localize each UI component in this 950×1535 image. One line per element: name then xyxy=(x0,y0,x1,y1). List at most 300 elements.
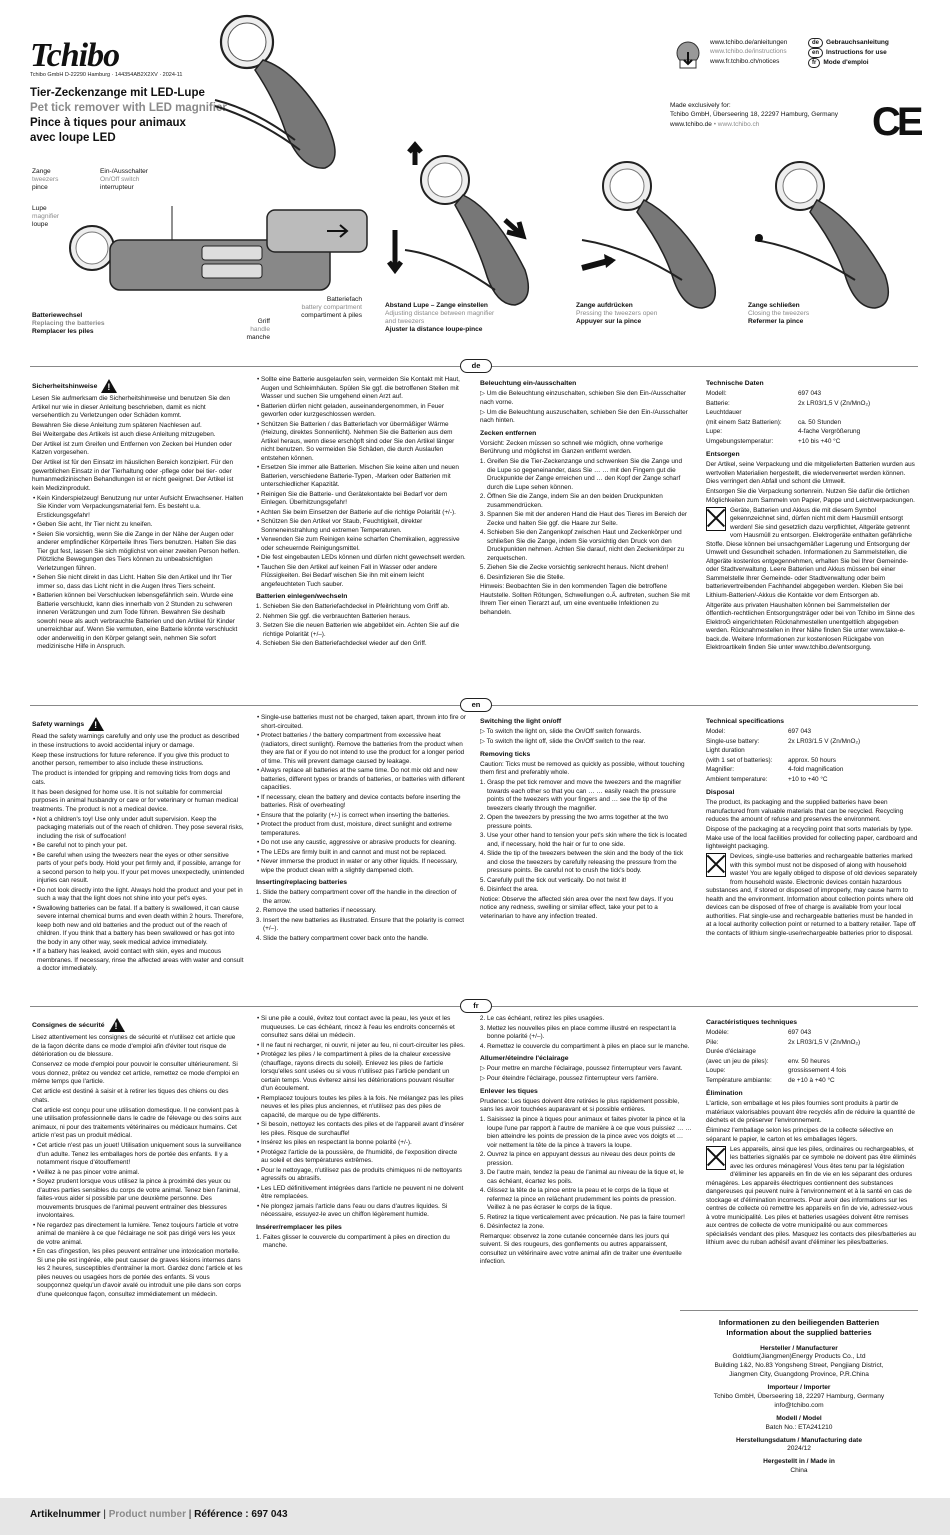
list-item: • Verwenden Sie zum Reinigen keine scharfen Chemikalien, aggressive oder scheuernde Reinigungsmittel. xyxy=(261,536,466,553)
de-safety-p3: Bei Weitergabe des Artikels ist auch diese Anleitung mitzugeben. xyxy=(32,430,216,438)
table-row xyxy=(706,419,872,429)
list-item: 6. Desinfizieren Sie die Stelle. xyxy=(487,574,692,583)
fr-col-1 xyxy=(32,1015,244,1300)
importer-email[interactable]: info@tchibo.com xyxy=(774,1401,824,1409)
crossed-bin-icon xyxy=(706,1146,726,1170)
list-item: • If a battery has leaked, avoid contact with skin, eyes and mucous membranes. If necessary, rinse the affected areas with water and consult a doctor immediately. xyxy=(37,948,244,974)
de-bullets-2 xyxy=(256,376,466,589)
label-step1 xyxy=(385,302,505,334)
list-item: 2. Remove the used batteries if necessary. xyxy=(263,907,466,916)
de-safety-p5: Der Artikel ist für den Einsatz im häuslichen Bereich konzipiert. Für den gewerblichen Einsatz in der Tierhaltung oder -pflege oder bei tier- oder humanmedizinischen Behandlungen ist er nicht geeignet. Der Artikel ist kein Medizinprodukt. xyxy=(32,459,234,492)
list-item: 3. Insert the new batteries as illustrated. Ensure that the polarity is correct (+/–). xyxy=(263,917,466,934)
en-tick-intro: Caution: Ticks must be removed as quickly as possible, without touching them first and preferably whole. xyxy=(480,760,685,777)
fr-safety-p4: Cet article est conçu pour une utilisation domestique. Il ne convient pas à une utilisation professionnelle dans le cadre de l'élevage ou des soins aux animaux, ni pour des traitements vétérinaires ou médicaux humains. Cet article n'est pas un produit médical. xyxy=(32,1106,242,1140)
manufacturing-date: 2024/12 xyxy=(787,1445,811,1453)
label-lupe-de: Lupe xyxy=(32,205,47,212)
label-battery-change-en: Replacing the batteries xyxy=(32,319,105,327)
table-cell: ca. 50 Stunden xyxy=(798,418,841,426)
footer-bar xyxy=(0,1498,950,1535)
label-battery-compartment xyxy=(290,296,362,320)
label-battery-change-de: Batteriewechsel xyxy=(32,312,83,319)
en-disp-p2: Dispose of the packaging at a recycling point that sorts materials by type. Make use of the local facilities provided for collecting paper, cardboard and lightweight packaging. xyxy=(706,826,918,851)
de-safety-p2: Bewahren Sie diese Anleitung zum späteren Nachlesen auf. xyxy=(32,422,202,430)
list-item: • Cet article n'est pas un jouet! Utilisation uniquement sous la surveillance d'un adulte. Tenez les emballages hors de portée des enfants. Il y a notamment risque d'étouffement! xyxy=(37,1142,244,1168)
list-item: • Soyez prudent lorsque vous utilisez la pince à proximité des yeux ou d'autres parties sensibles du corps de votre animal. Tenez bien l'animal, faites-vous aider si possible par une deuxième personne. Des mouvements brusques de l'animal peuvent entraîner des blessures involontaires. xyxy=(37,1178,244,1221)
list-item: • Die fest eingebauten LEDs können und dürfen nicht gewechselt werden. xyxy=(261,554,466,563)
batch-number: Batch No.: ETA241210 xyxy=(765,1423,833,1431)
lang-badge-de: de xyxy=(808,38,823,48)
list-item: 5. Ziehen Sie die Zecke vorsichtig senkrecht heraus. Nicht drehen! xyxy=(487,564,692,573)
table-row xyxy=(706,390,872,400)
list-item: 2. Ouvrez la pince en appuyant dessus au niveau des deux points de pression. xyxy=(487,1151,692,1168)
de-safety-intro: Lesen Sie aufmerksam die Sicherheitshinweise und benutzen Sie den Artikel nur wie in dieser Anleitung beschrieben, damit es nicht versehentlich zu Verletzungen oder Schäden kommt. xyxy=(32,395,230,420)
product-illustration xyxy=(205,10,375,175)
en-disp-p3 xyxy=(706,853,918,938)
list-item: • Insérez les piles en respectant la bonne polarité (+/-). xyxy=(261,1139,466,1148)
list-item: 3. De l'autre main, tendez la peau de l'animal au niveau de la tique et, le cas échéant, écartez les poils. xyxy=(487,1169,692,1186)
en-safety-p3: The product is intended for gripping and removing ticks from dogs and cats. xyxy=(32,770,231,786)
de-batt-steps xyxy=(256,603,466,649)
url-block xyxy=(710,38,787,66)
fr-disp-title: Élimination xyxy=(706,1090,743,1098)
section-badge-de: de xyxy=(460,359,492,373)
manufacturer-address-2: Jiangmen City, Guangdong Province, P.R.China xyxy=(729,1371,869,1379)
ce-mark: CE xyxy=(872,100,920,144)
table-cell: 697 043 xyxy=(798,390,822,398)
fr-safety-p3: Cet article est destiné à saisir et à retirer les tiques des chiens ou des chats. xyxy=(32,1088,229,1104)
url-en[interactable]: www.tchibo.de/instructions xyxy=(710,48,787,56)
en-col-3 xyxy=(480,714,692,923)
list-item: • Batterien können bei Verschlucken lebensgefährlich sein. Wurde eine Batterie verschluckt, kann dies innerhalb von 2 Stunden zu schweren inneren Verätzungen und zum Tode führen. Bewahren Sie deshalb sowohl neue als auch verbrauchte Batterien und den Artikel für Kinder unerreichbar auf. Wenn Sie vermuten, eine Batterie könnte verschluckt oder anderweitig in den Körper gelangt sein, nehmen Sie sofort medizinische Hilfe in Anspruch. xyxy=(37,592,244,652)
de-light-on-text: Um die Beleuchtung einzuschalten, schieben Sie den Ein-/Ausschalter nach vorne. xyxy=(480,390,686,406)
list-item: 4. Schieben Sie den Zangenkopf zwischen Haut und Zeckenkörper und schließen Sie die Zange, indem Sie vorsichtig den Druck von den Druckpunkten nehmen. Achten Sie darauf, nicht den Zeckenkörper zu zerquetschen. xyxy=(487,529,692,563)
list-item: • The LEDs are firmly built in and cannot and must not be replaced. xyxy=(261,849,466,858)
list-item: 1. Saisissez la pince à tiques pour animaux et faites pivoter la pince et la loupe l'une par rapport à l'autre de manière à ce que vous puissiez … … bien atteindre les points de pression de la pince avec vos doigts et … voir nettement la tête de la pince à travers la loupe. xyxy=(487,1116,692,1150)
list-item: • Swallowing batteries can be fatal. If a battery is swallowed, it can cause severe internal chemical burns and even death within 2 hours. Therefore, keep both new and old batteries and the product out of the reach of children. If you think that a battery has been swallowed or has got into the body in any other way, seek medical advice immediately. xyxy=(37,905,244,948)
fr-batt-steps-a xyxy=(256,1234,466,1251)
table-cell xyxy=(788,1048,862,1058)
fr-disp-p3-text: Les appareils, ainsi que les piles, ordinaires ou rechargeables, et les batteries signalés par ce symbole ne doivent pas être éliminés avec les ordures ménagères! Vous êtes tenu par la législation d'éliminer les appareils en fin de vie en les séparant des ordures ménagères. Les appareils électriques contiennent des substances dangereuses qui peuvent nuire à l'environnement et à la santé en cas de stockage et d'élimination incorrects. Pour avoir des informations sur les centres de collecte où remettre les appareils en fin de vie, adressez-vous à votre municipalité. Les piles et batteries usagées doivent être remises aux centres de collecte de votre municipalité ou aux commerces spécialisés vendant des piles. Masquez les contacts des piles/batteries au lithium avec du ruban adhésif avant d'éliminer les piles/batteries. xyxy=(706,1145,917,1247)
label-battery-comp-fr: compartiment à piles xyxy=(301,311,362,319)
table-cell: Batterie: xyxy=(706,399,730,407)
fr-safety-intro: Lisez attentivement les consignes de sécurité et n'utilisez cet article que de la façon décrite dans ce mode d'emploi afin d'éviter tout risque de détérioration ou de blessure. xyxy=(32,1034,236,1059)
table-row xyxy=(706,1067,862,1077)
supplied-batteries-info xyxy=(680,1318,918,1476)
title-de: Tier-Zeckenzange mit LED-Lupe xyxy=(30,87,205,99)
label-zange-de: Zange xyxy=(32,168,51,175)
en-light-off-text: To switch the light off, slide the On/Off switch to the rear. xyxy=(486,738,646,746)
label-battery-change-fr: Remplacer les piles xyxy=(32,327,94,335)
en-safety-title: Safety warnings xyxy=(32,720,85,728)
list-item: • Single-use batteries must not be charged, taken apart, thrown into fire or short-circuited. xyxy=(261,714,466,731)
doc-type-block xyxy=(808,38,889,68)
fr-disp-p3 xyxy=(706,1146,918,1248)
de-light-title: Beleuchtung ein-/ausschalten xyxy=(480,380,577,387)
list-item: 1. Slide the battery compartment cover off the handle in the direction of the arrow. xyxy=(263,889,466,906)
label-switch-de: Ein-/Ausschalter xyxy=(100,168,149,175)
list-item: • Reinigen Sie die Batterie- und Gerätekontakte bei Bedarf vor dem Einlegen. Überhitzungsgefahr! xyxy=(261,491,466,508)
fr-batt-title: Insérer/remplacer les piles xyxy=(256,1223,342,1231)
table-cell: Light duration xyxy=(706,747,745,755)
de-batt-title: Batterien einlegen/wechseln xyxy=(256,593,348,601)
fr-tech-title: Caractéristiques techniques xyxy=(706,1019,798,1026)
de-light-on: ▷ Um die Beleuchtung einzuschalten, schieben Sie den Ein-/Ausschalter nach vorne. xyxy=(480,390,686,406)
en-tech-title: Technical specifications xyxy=(706,718,785,725)
list-item: 6. Disinfect the area. xyxy=(487,886,692,895)
made-for-label: Made exclusively for: xyxy=(670,102,731,109)
table-cell: (mit einem Satz Batterien): xyxy=(706,418,782,426)
table-cell: Magnifier: xyxy=(706,766,735,774)
fr-disp-p2: Éliminez l'emballage selon les principes de la collecte sélective en séparant le papier, le carton et les emballages légers. xyxy=(706,1127,894,1143)
en-disp-title: Disposal xyxy=(706,789,735,797)
fr-tick-intro: Prudence: Les tiques doivent être retirées le plus rapidement possible, sans les avoir touchées auparavant et si possible entières. xyxy=(480,1097,680,1114)
label-lupe xyxy=(32,205,59,229)
list-item: • Veillez à ne pas pincer votre animal. xyxy=(37,1169,244,1178)
label-switch xyxy=(100,168,148,192)
de-disp-p1: Der Artikel, seine Verpackung und die mitgelieferten Batterien wurden aus wertvollen Materialien hergestellt, die wiederverwertet werden können. Dies verringert den Abfall und schont die Umwelt. xyxy=(706,461,915,486)
fr-bullets-1 xyxy=(32,1142,244,1299)
doc-type-de: Gebrauchsanleitung xyxy=(826,39,889,46)
table-cell: Durée d'éclairage xyxy=(706,1048,756,1056)
table-cell: Single-use battery: xyxy=(706,737,760,745)
table-cell: Loupe: xyxy=(706,1067,726,1075)
en-tech-table xyxy=(706,728,862,785)
table-row xyxy=(706,1048,862,1058)
label-step2-fr: Appuyer sur la pince xyxy=(576,317,642,325)
made-for-url-de[interactable]: www.tchibo.de xyxy=(670,120,712,128)
label-griff xyxy=(240,318,270,342)
list-item: 2. Le cas échéant, retirez les piles usagées. xyxy=(487,1015,692,1024)
list-item: • Sehen Sie nicht direkt in das Licht. Halten Sie den Artikel und Ihr Tier immer so, dass das Licht nicht in die Augen Ihres Tiers scheint. xyxy=(37,574,244,591)
label-step3 xyxy=(748,302,809,326)
label-battery-comp-en: battery compartment xyxy=(301,303,362,311)
label-step2-de: Zange aufdrücken xyxy=(576,302,633,309)
made-for xyxy=(670,101,838,129)
list-item: 2. Öffnen Sie die Zange, indem Sie an den beiden Druckpunkten zusammendrücken. xyxy=(487,493,692,510)
list-item: • Do not use any caustic, aggressive or abrasive products for cleaning. xyxy=(261,839,466,848)
list-item: 4. Glissez la tête de la pince entre la peau et le corps de la tique et refermez la pince en relâchant prudemment les points de pression. Veillez à ne pas écraser le corps de la tique. xyxy=(487,1187,692,1213)
adjust-distance-illustration xyxy=(385,140,545,310)
table-cell: Modèle: xyxy=(706,1029,729,1037)
en-tick-note: Notice: Observe the affected skin area over the next few days. If you notice any redness, swelling or similar effect, take your pet to a veterinarian to have any infection treated. xyxy=(480,895,674,920)
label-griff-de: Griff xyxy=(257,318,270,325)
warning-icon xyxy=(109,1018,125,1032)
list-item: • Kein Kinderspielzeug! Benutzung nur unter Aufsicht Erwachsener. Halten Sie Kinder vom Verpackungsmaterial fern. Es besteht u.a. Erstickungsgefahr! xyxy=(37,495,244,521)
list-item: • Schützen Sie Batterien / das Batteriefach vor übermäßiger Wärme (Heizung, direktes Sonnenlicht). Nehmen Sie die Batterien aus dem Artikel heraus, wenn diese erschöpft sind oder Sie den Artikel länger nicht benutzen. So vermeiden Sie Schäden, die durch Auslaufen entstehen können. xyxy=(261,421,466,464)
en-safety-p4: It has been designed for home use. It is not suitable for commercial purposes in animal husbandry or care or for veterinary or human medical treatments. The product is not a medical device. xyxy=(32,788,239,813)
label-step3-en: Closing the tweezers xyxy=(748,309,810,317)
en-col-2 xyxy=(256,714,466,944)
table-cell: 4-fache Vergrößerung xyxy=(798,428,861,436)
list-item: 5. Carefully pull the tick out vertically. Do not twist it! xyxy=(487,877,692,886)
made-for-address: Tchibo GmbH, Überseering 18, 22297 Hamburg, Germany xyxy=(670,111,838,119)
table-cell: 697 043 xyxy=(788,1029,812,1037)
label-griff-fr: manche xyxy=(246,333,270,341)
made-for-url-ch[interactable]: • www.tchibo.ch xyxy=(711,120,760,128)
list-item: 3. Use your other hand to tension your pet's skin where the tick is located and, if necessary, hold the hair or fur to one side. xyxy=(487,832,692,849)
list-item: • Do not look directly into the light. Always hold the product and your pet in such a way that the light does not shine into your pet's eyes. xyxy=(37,887,244,904)
table-cell: 2x LR03/1,5 V (Zn/MnO₂) xyxy=(798,399,871,407)
label-step2-en: Pressing the tweezers open xyxy=(576,309,658,317)
label-zange-en: tweezers xyxy=(32,175,59,183)
title-fr-1: Pince à tiques pour animaux xyxy=(30,116,186,129)
table-cell: Umgebungstemperatur: xyxy=(706,437,774,445)
table-cell xyxy=(798,409,872,419)
list-item: 2. Nehmen Sie ggf. die verbrauchten Batterien heraus. xyxy=(263,613,466,622)
table-cell: 2x LR03/1.5 V (Zn/MnO₂) xyxy=(788,737,861,745)
table-cell: Model: xyxy=(706,728,726,736)
label-lupe-fr: loupe xyxy=(32,220,49,228)
importer-label: Importeur / Importer xyxy=(767,1384,831,1392)
warning-icon xyxy=(88,717,104,731)
model-label: Modell / Model xyxy=(776,1414,822,1422)
label-switch-en: On/Off switch xyxy=(100,175,140,183)
fr-bullets-2 xyxy=(256,1015,466,1220)
de-disp-title: Entsorgen xyxy=(706,451,740,459)
lang-badge-en: en xyxy=(808,48,823,58)
en-safety-p2: Keep these instructions for future reference. If you give this product to another person, remember to also include these instructions. xyxy=(32,751,230,768)
de-disp-p3 xyxy=(706,507,918,601)
table-cell: 4-fold magnification xyxy=(788,766,844,774)
doc-type-en: Instructions for use xyxy=(826,49,887,56)
de-tech-table xyxy=(706,390,872,447)
list-item: • Achten Sie beim Einsetzen der Batterie auf die richtige Polarität (+/-). xyxy=(261,509,466,518)
product-number: Artikelnummer | Product number | Référence : 697 043 xyxy=(30,1509,288,1520)
crossed-bin-icon xyxy=(706,853,726,877)
de-tick-steps xyxy=(480,458,692,582)
list-item: • Pour le nettoyage, n'utilisez pas de produits chimiques ni de nettoyants agressifs ou abrasifs. xyxy=(261,1167,466,1184)
supplied-title-2: Information about the supplied batteries xyxy=(726,1328,872,1338)
en-tick-title: Removing ticks xyxy=(480,750,531,758)
de-disp-p4: Altgeräte aus privaten Haushalten können bei Sammelstellen der öffentlich-rechtlichen Entsorgungsträger oder bei von Tchibo im Sinne des ElektroG eingerichteten Rücknahmestellen unentgeltlich abgegeben werden. Rücknahmestellen in Ihrer Nähe finden Sie unter www.take-e-back.de. Weitere Informationen zur kostenlosen Rückgabe von Elektroartikeln finden Sie unter www.tchibo.de/entsorgung. xyxy=(706,601,915,652)
de-tick-note: Hinweis: Beobachten Sie in den kommenden Tagen die betroffene Hautstelle. Sollten Rötungen, Schwellungen o.Ä. auftreten, suchen Sie mit Ihrem Tier einen Tierarzt auf, um eine eventuelle Infektionen zu behandeln. xyxy=(480,583,690,616)
table-cell: grossissement 4 fois xyxy=(788,1067,847,1075)
table-cell: 2x LR03/1,5 V (Zn/MnO₂) xyxy=(788,1038,861,1046)
list-item: • Geben Sie acht, Ihr Tier nicht zu kneifen. xyxy=(37,521,244,530)
en-light-on-text: To switch the light on, slide the On/Off switch forwards. xyxy=(486,728,642,736)
de-light-off-text: Um die Beleuchtung auszuschalten, schieben Sie den Ein-/Ausschalter nach hinten. xyxy=(480,408,688,425)
list-item: • En cas d'ingestion, les piles peuvent entraîner une intoxication mortelle. Si une pile est ingérée, elle peut causer de graves lésions internes dans les 2 heures, susceptibles d'entraîner la mort. Gardez donc l'article et les piles neuves ou usagées hors de portée des enfants. Si vous soupçonnez quelqu'un d'avoir avalé ou introduit une pile dans son corps d'une quelconque façon, consultez immédiatement un médecin. xyxy=(37,1248,244,1299)
doc-type-fr: Mode d'emploi xyxy=(823,59,869,66)
table-cell: 697 043 xyxy=(788,728,812,736)
de-col-1 xyxy=(32,376,244,653)
list-item: • Ne regardez pas directement la lumière. Tenez toujours l'article et votre animal de manière à ce que l'éclairage ne soit pas dirigé vers les yeux de votre animal. xyxy=(37,1222,244,1248)
table-row xyxy=(706,776,862,786)
list-item: • Remplacez toujours toutes les piles à la fois. Ne mélangez pas les piles neuves et les piles plus anciennes, et n'utilisez pas des piles de capacité, de marque ou de type différents. xyxy=(261,1095,466,1121)
label-zange xyxy=(32,168,58,192)
table-cell: Modell: xyxy=(706,390,727,398)
list-item: • Tauchen Sie den Artikel auf keinen Fall in Wasser oder andere Flüssigkeiten. Bei Bedarf wischen Sie ihn mit einem leicht angefeuchteten Tuch sauber. xyxy=(261,564,466,590)
table-cell: Leuchtdauer xyxy=(706,409,742,417)
en-bullets-1 xyxy=(32,816,244,974)
manufacturer-name: Goldtium(Jiangmen)Energy Products Co., Ltd xyxy=(732,1353,866,1361)
de-tick-intro: Vorsicht: Zecken müssen so schnell wie möglich, ohne vorherige Berührung und möglichst im Ganzen entfernt werden. xyxy=(480,439,663,456)
label-zange-fr: pince xyxy=(32,183,48,191)
table-row xyxy=(706,400,872,410)
en-disp-p3-text: Devices, single-use batteries and rechargeable batteries marked with this symbol must not be disposed of along with household waste! You are legally obliged to dispose of old devices separately from household waste. Electronic devices contain hazardous substances and, if stored or disposed of improperly, may cause harm to health and the environment. Information about collection points where old devices can be disposed of free of charge is available from your local authorities. Flat single-use and rechargeable batteries must be handed in at a local authority collection point or returned to a battery retailer. Tape off the contacts of lithium single-use/rechargeable batteries prior to disposal. xyxy=(706,853,918,937)
table-cell: de +10 à +40 °C xyxy=(788,1076,835,1084)
table-row xyxy=(706,1058,862,1068)
list-item: • Protect batteries / the battery compartment from excessive heat (radiators, direct sunlight). Remove the batteries from the product when they are flat or if you do not intend to use the product for a longer period of time. This will prevent damage caused by leakage. xyxy=(261,732,466,766)
fr-safety-p2: Conservez ce mode d'emploi pour pouvoir le consulter ultérieurement. Si vous donnez, prêtez ou vendez cet article, remettez ce mode d'emploi en même temps que l'article. xyxy=(32,1061,239,1086)
label-lupe-en: magnifier xyxy=(32,212,60,220)
product-number-fr: Référence : xyxy=(194,1509,249,1520)
lang-badge-fr: fr xyxy=(808,58,820,68)
table-cell: +10 bis +40 °C xyxy=(798,437,841,445)
list-item: 4. Schieben Sie den Batteriefachdeckel wieder auf den Griff. xyxy=(263,640,466,649)
title-en: Pet tick remover with LED magnifier xyxy=(30,101,227,114)
list-item: 1. Faites glisser le couvercle du compartiment à piles en direction du manche. xyxy=(263,1234,466,1251)
fr-light-off: ▷ Pour éteindre l'éclairage, poussez l'interrupteur vers l'arrière. xyxy=(480,1075,659,1083)
label-switch-fr: interrupteur xyxy=(100,183,134,191)
list-item: • Protégez l'article de la poussière, de l'humidité, de l'exposition directe au soleil et des températures extrêmes. xyxy=(261,1149,466,1166)
section-badge-en: en xyxy=(460,698,492,712)
label-step1-fr: Ajuster la distance loupe-pince xyxy=(385,325,483,333)
list-item: • Never immerse the product in water or any other liquids. If necessary, wipe the product clean with a slightly dampened cloth. xyxy=(261,858,466,875)
de-disp-p2: Entsorgen Sie die Verpackung sortenrein. Nutzen Sie dafür die örtlichen Möglichkeiten zum Sammeln von Papier, Pappe und Leichtverpackungen. xyxy=(706,488,915,504)
table-row xyxy=(706,728,862,738)
list-item: • Si besoin, nettoyez les contacts des piles et de l'appareil avant d'insérer les piles. Risque de surchauffe! xyxy=(261,1121,466,1138)
label-step2 xyxy=(576,302,657,326)
table-row xyxy=(706,438,872,448)
fr-disp-p1: L'article, son emballage et les piles fournies sont produits à partir de matériaux valorisables pouvant être recyclés afin de réduire la quantité de déchets et de préserver l'environnement. xyxy=(706,1100,915,1125)
de-col-2 xyxy=(256,376,466,650)
close-tweezers-illustration xyxy=(745,160,905,310)
en-bullets-2 xyxy=(256,714,466,875)
table-cell: Lupe: xyxy=(706,428,722,436)
de-safety-title: Sicherheitshinweise xyxy=(32,382,98,390)
list-item: 5. Retirez la tique verticalement avec précaution. Ne pas la faire tourner! xyxy=(487,1214,692,1223)
warning-icon xyxy=(101,379,117,393)
fr-light-on-text: Pour mettre en marche l'éclairage, poussez l'interrupteur vers l'avant. xyxy=(486,1065,683,1073)
en-tick-steps xyxy=(480,779,692,895)
label-griff-en: handle xyxy=(250,325,270,333)
fr-tick-note: Remarque: observez la zone cutanée concernée dans les jours qui suivent. Si des rougeurs, des gonflements ou autres apparaissent, consultez un vétérinaire avec votre animal afin de traiter une éventuelle infection. xyxy=(480,1232,682,1266)
list-item: • Sollte eine Batterie ausgelaufen sein, vermeiden Sie Kontakt mit Haut, Augen und Schleimhäuten. Spülen Sie ggf. die betroffenen Stellen mit Wasser und suchen Sie umgehend einen Arzt auf. xyxy=(261,376,466,402)
de-bullets-1 xyxy=(32,495,244,652)
list-item: 2. Open the tweezers by pressing the two arms together at the two pressure points. xyxy=(487,814,692,831)
product-title xyxy=(30,86,227,146)
list-item: • Si une pile a coulé, évitez tout contact avec la peau, les yeux et les muqueuses. Le cas échéant, rincez à l'eau les endroits concernés et consultez sans délai un médecin. xyxy=(261,1015,466,1041)
table-cell: (with 1 set of batteries): xyxy=(706,756,773,764)
en-light-title: Switching the light on/off xyxy=(480,718,562,725)
list-item: • If necessary, clean the battery and device contacts before inserting the batteries. Risk of overheating! xyxy=(261,794,466,811)
list-item: • Seien Sie vorsichtig, wenn Sie die Zange in der Nähe der Augen oder anderer empfindlicher Körperteile Ihres Tiers benutzen. Halten Sie das Tier gut fest, lassen Sie sich möglichst von einer zweiten Person helfen. Plötzliche Bewegungen des Tiers können zu unbeabsichtigten Verletzungen führen. xyxy=(37,531,244,574)
en-safety-intro: Read the safety warnings carefully and only use the product as described in these instructions to avoid accidental injury or damage. xyxy=(32,733,240,749)
list-item: • Batterien dürfen nicht geladen, auseinandergenommen, in Feuer geworfen oder kurzgeschlossen werden. xyxy=(261,403,466,420)
list-item: • Ensure that the polarity (+/-) is correct when inserting the batteries. xyxy=(261,812,466,821)
de-col-4 xyxy=(706,376,918,655)
table-cell: (avec un jeu de piles): xyxy=(706,1057,769,1065)
table-row xyxy=(706,757,862,767)
url-de[interactable]: www.tchibo.de/anleitungen xyxy=(710,39,788,46)
en-col-1 xyxy=(32,714,244,975)
fr-light-off-text: Pour éteindre l'éclairage, poussez l'interrupteur vers l'arrière. xyxy=(486,1075,659,1083)
table-cell: approx. 50 hours xyxy=(788,756,836,764)
list-item: 1. Greifen Sie die Tier-Zeckenzange und schwenken Sie die Zange und die Lupe so gegeneinander, dass Sie … … mit den Fingern gut die Druckpunkte der Zange erreichen und … den Kopf der Zange scharf durch die Lupe sehen können. xyxy=(487,458,692,492)
product-number-de: Artikelnummer xyxy=(30,1509,101,1520)
list-item: • Ersetzen Sie immer alle Batterien. Mischen Sie keine alten und neuen Batterien, verschiedene Batterie-Typen, -Marken oder Batterien mit unterschiedlicher Kapazität. xyxy=(261,464,466,490)
manufacturer-label: Hersteller / Manufacturer xyxy=(760,1344,838,1352)
en-batt-title: Inserting/replacing batteries xyxy=(256,879,348,887)
section-badge-fr: fr xyxy=(460,999,492,1013)
product-number-value: 697 043 xyxy=(251,1509,288,1520)
en-col-4 xyxy=(706,714,918,940)
de-light-off: ▷ Um die Beleuchtung auszuschalten, schieben Sie den Ein-/Ausschalter nach hinten. xyxy=(480,408,688,425)
fr-tick-steps xyxy=(480,1116,692,1232)
list-item: 4. Slide the tip of the tweezers between the skin and the body of the tick and close the tweezers by carefully releasing the pressure from the pressure points. Be careful not to crush the tick's body. xyxy=(487,850,692,876)
label-step1-en: Adjusting distance between magnifier and tweezers xyxy=(385,309,495,325)
table-row xyxy=(706,747,862,757)
label-battery-comp-de: Batteriefach xyxy=(326,296,362,303)
list-item: • Be careful when using the tweezers near the eyes or other sensitive parts of your pet's body. Hold your pet firmly and, if possible, arrange for a second person to help you. If your pet moves unexpectedly, unintended injuries can result. xyxy=(37,852,244,886)
en-batt-steps xyxy=(256,889,466,943)
table-cell: env. 50 heures xyxy=(788,1057,830,1065)
list-item: • Schützen Sie den Artikel vor Staub, Feuchtigkeit, direkter Sonneneinstrahlung und extremen Temperaturen. xyxy=(261,518,466,535)
url-fr[interactable]: www.fr.tchibo.ch/notices xyxy=(710,57,780,65)
de-tech-title: Technische Daten xyxy=(706,380,764,387)
fr-light-title: Allumer/éteindre l'éclairage xyxy=(480,1055,569,1063)
tchibo-logo: Tchibo xyxy=(30,37,120,74)
de-tick-title: Zecken entfernen xyxy=(480,429,537,437)
label-battery-change xyxy=(32,312,105,336)
made-in-country: China xyxy=(790,1467,808,1475)
made-in-label: Hergestellt in / Made in xyxy=(763,1458,835,1466)
en-light-off: ▷ To switch the light off, slide the On/Off switch to the rear. xyxy=(480,738,646,746)
list-item: • Ne plongez jamais l'article dans l'eau ou dans d'autres liquides. Si nécessaire, essuyez-le avec un chiffon légèrement humide. xyxy=(261,1203,466,1220)
fr-col-3 xyxy=(480,1015,692,1268)
list-item: 3. Spannen Sie mit der anderen Hand die Haut des Tieres im Bereich der Zecke und halten Sie ggf. die Haare zur Seite. xyxy=(487,511,692,528)
fr-safety-title: Consignes de sécurité xyxy=(32,1021,105,1029)
fr-light-on: ▷ Pour mettre en marche l'éclairage, poussez l'interrupteur vers l'avant. xyxy=(480,1065,683,1073)
list-item: • Protégez les piles / le compartiment à piles de la chaleur excessive (chauffage, rayons directs du soleil). Enlevez les piles de l'article lorsqu'elles sont usées ou si vous n'utilisez pas l'article pendant un certain temps. Vous éviterez ainsi les détériorations pouvant résulter d'un écoulement. xyxy=(261,1051,466,1094)
fr-batt-steps-b xyxy=(480,1015,692,1051)
de-disp-p3-text: Geräte, Batterien und Akkus die mit diesem Symbol gekennzeichnet sind, dürfen nicht mit dem Hausmüll entsorgt werden! Sie sind gesetzlich dazu verpflichtet, Altgeräte getrennt vom Hausmüll zu entsorgen. Elektrogeräte enthalten gefährliche Stoffe. Diese können bei unsachgemäßer Lagerung und Entsorgung der Umwelt und Gesundheit schaden. Informationen zu Sammelstellen, die Altgeräte kostenlos entgegennehmen, erhalten Sie bei Ihrer Gemeinde- oder Stadtverwaltung. Leere Batterien und Akkus müssen bei einer Sammelstelle Ihrer Gemeinde- oder Stadtverwaltung oder beim batterievertreibenden Fachhandel abgegeben werden. Kleben Sie bei Lithium-Batterien/-Akkus die Kontakte vor dem Entsorgen ab. xyxy=(706,506,912,599)
list-item: 4. Slide the battery compartment cover back onto the handle. xyxy=(263,935,466,944)
table-row xyxy=(706,1077,862,1087)
table-row xyxy=(706,766,862,776)
list-item: • Protect the product from dust, moisture, direct sunlight and extreme temperatures. xyxy=(261,821,466,838)
de-safety-p4: Der Artikel ist zum Greifen und Entfernen von Zecken bei Hunden oder Katzen vorgesehen. xyxy=(32,440,232,457)
list-item: • Always replace all batteries at the same time. Do not mix old and new batteries, different types or brands of batteries, or batteries with different capacities. xyxy=(261,767,466,793)
fr-tech-table xyxy=(706,1029,862,1086)
imprint: Tchibo GmbH D-22290 Hamburg · 144354AB2X2XV · 2024-11 xyxy=(30,72,183,78)
list-item: 3. Mettez les nouvelles piles en place comme illustré en respectant la bonne polarité (+/–). xyxy=(487,1025,692,1042)
divider xyxy=(680,1310,918,1311)
product-number-en: Product number xyxy=(108,1509,186,1520)
list-item: 1. Grasp the pet tick remover and move the tweezers and the magnifier towards each other so that you can … … easily reach the pressure points of the tweezers with your fingers and … see the tip of the tweezers clearly through the magnifier. xyxy=(487,779,692,813)
fr-tick-title: Enlever les tiques xyxy=(480,1087,538,1095)
table-row xyxy=(706,1029,862,1039)
table-row xyxy=(706,738,862,748)
list-item: 6. Désinfectez la zone. xyxy=(487,1223,692,1232)
table-cell: Température ambiante: xyxy=(706,1076,772,1084)
fr-col-2 xyxy=(256,1015,466,1252)
globe-download-icon xyxy=(672,40,704,70)
table-row xyxy=(706,428,872,438)
label-step3-fr: Refermer la pince xyxy=(748,317,804,325)
supplied-title-1: Informationen zu den beiliegenden Batterien xyxy=(718,1318,880,1327)
table-cell: +10 to +40 °C xyxy=(788,775,828,783)
list-item: 1. Schieben Sie den Batteriefachdeckel in Pfeilrichtung vom Griff ab. xyxy=(263,603,466,612)
table-row xyxy=(706,1039,862,1049)
table-cell: Ambient temperature: xyxy=(706,775,768,783)
label-step3-de: Zange schließen xyxy=(748,302,800,309)
manufacturing-date-label: Herstellungsdatum / Manufacturing date xyxy=(735,1436,863,1444)
en-disp-p1: The product, its packaging and the supplied batteries have been manufactured from valuable materials that can be recycled. Recycling reduces the amount of refuse and preserves the environment. xyxy=(706,799,904,824)
table-row xyxy=(706,409,872,419)
label-step1-de: Abstand Lupe – Zange einstellen xyxy=(385,302,488,309)
